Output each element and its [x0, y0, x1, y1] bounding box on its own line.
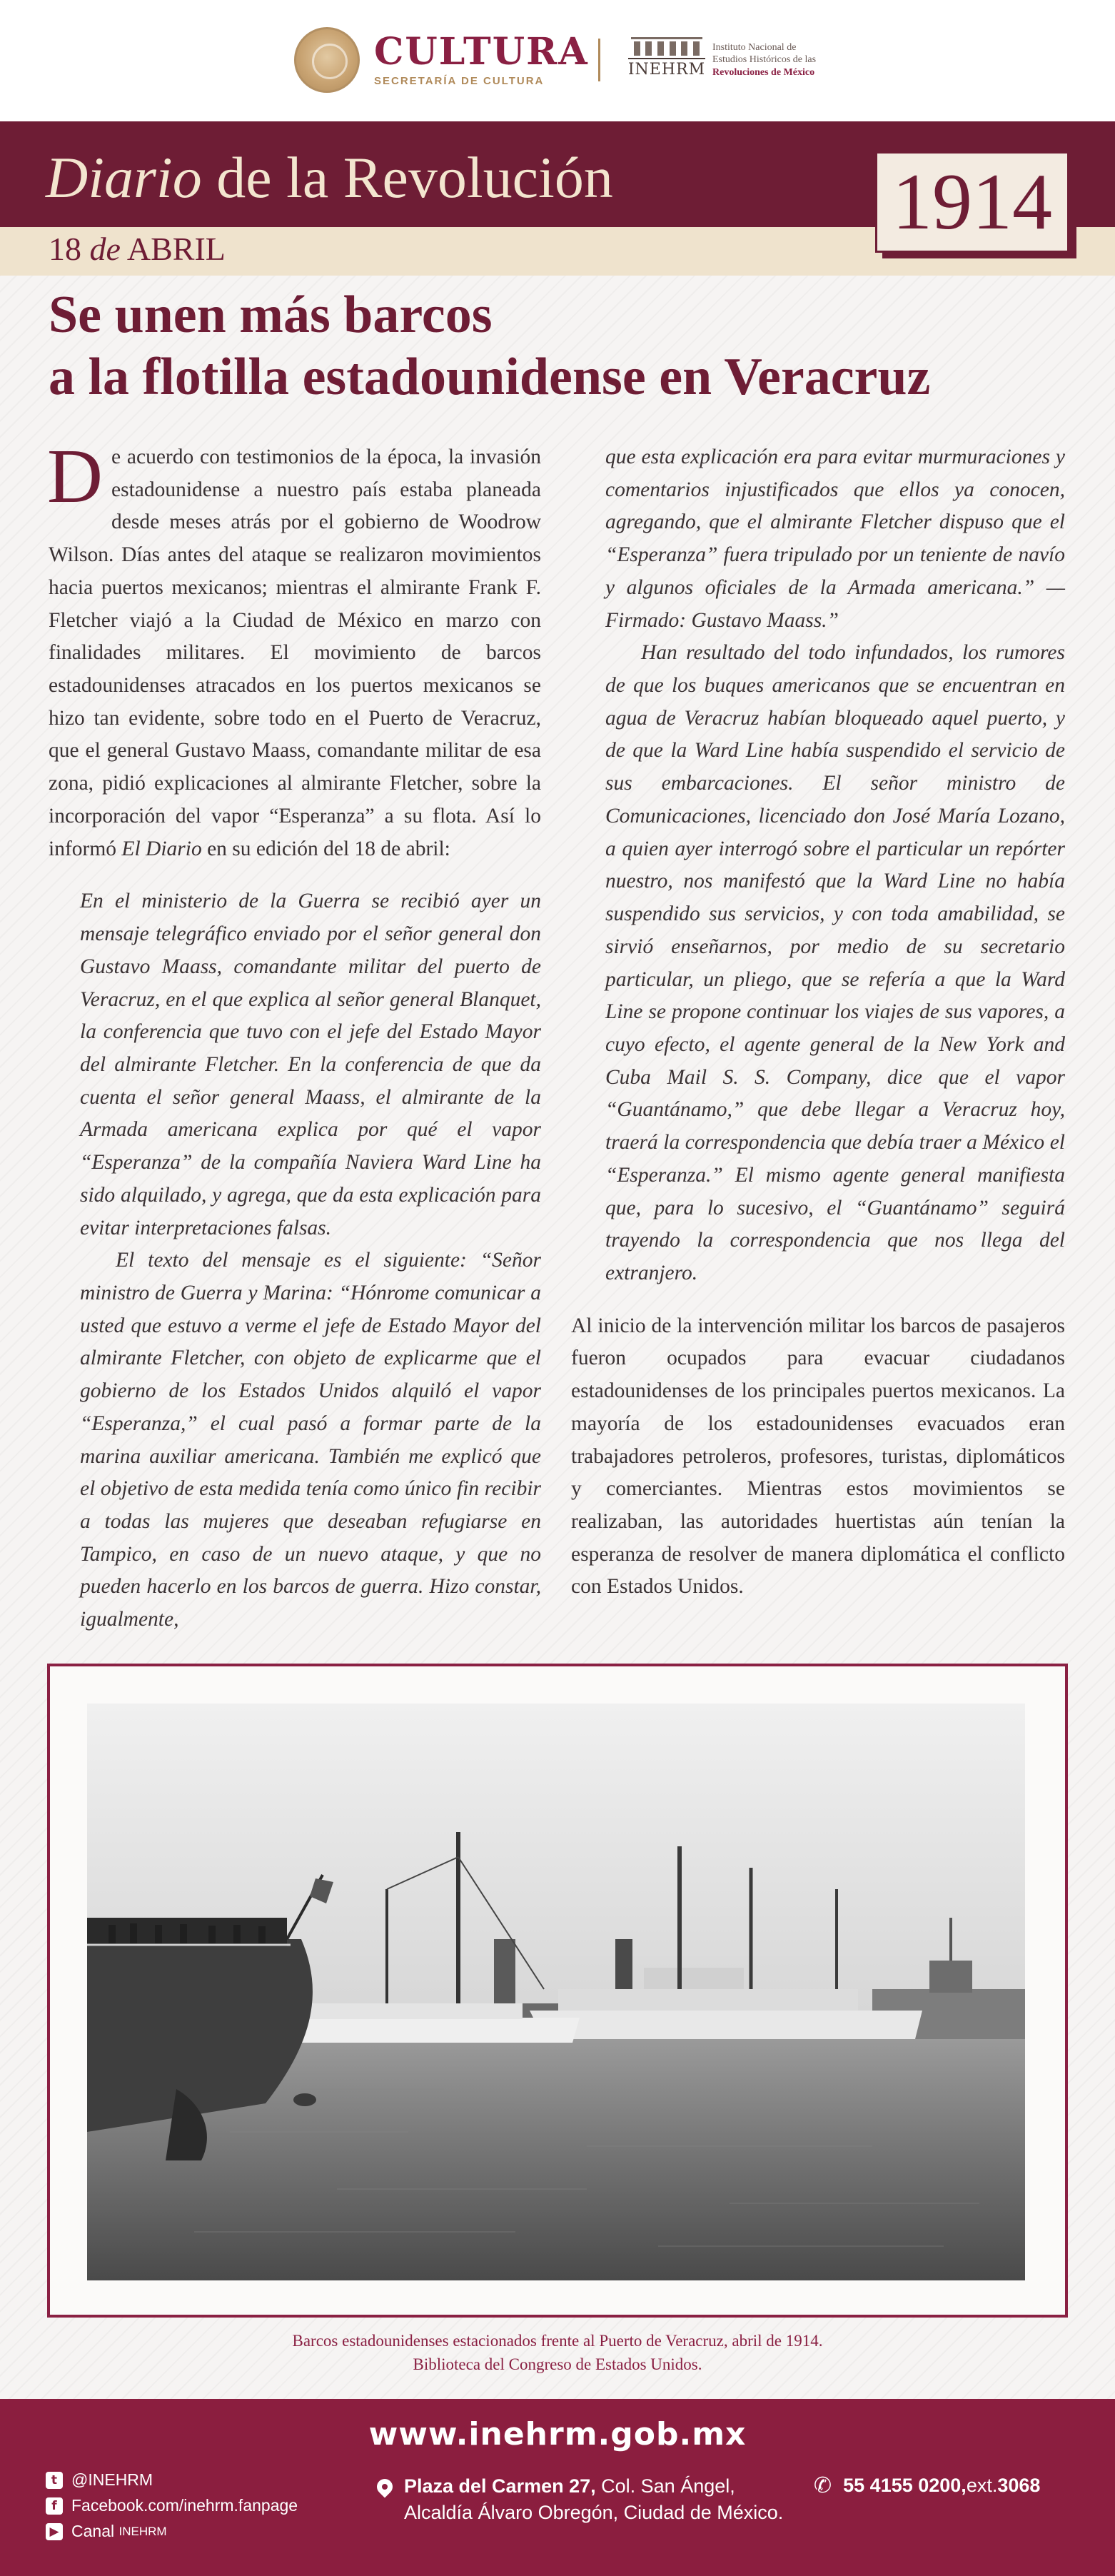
facebook-icon: f — [46, 2497, 63, 2515]
inehrm-acronym: INEHRM — [628, 58, 705, 79]
headline — [49, 284, 1062, 409]
year-badge — [875, 151, 1069, 253]
facebook-link[interactable] — [46, 2496, 298, 2515]
quote-paragraph-4: Han resultado del todo infundados, los rumores de que los buques americanos que se encuentran en agua de Veracruz habían bloqueado aquel puerto, y de que la Ward Line había suspendido el servicio de sus embarcaciones. El señor ministro de Comunicaciones, licenciado don José María Lozano, a quien ayer interrogó sobre el particular un repórter nuestro, nos manifestó que la Ward Line no había suspendido sus servicios, y con toda amabilidad, se sirvió enseñarnos, por medio de su secretario particular, un pliego, que se refería a que la Ward Line se propone continuar los viajes de sus vapores, a cuyo efecto, el agente general de la New York and Cuba Mail S. S. Company, dice que el vapor “Guantánamo,” que debe llegar a Veracruz hoy, traerá la correspondencia que debía traer a México el “Esperanza.” El mismo agente general manifiesta que, para lo sucesivo, el “Guantánamo” seguirá trayendo la correspondencia que nos llega del extranjero. — [605, 641, 1065, 1284]
historic-ships-photo[interactable] — [87, 1704, 1025, 2280]
youtube-channel: INEHRM — [118, 2524, 167, 2538]
cultura-logo[interactable] — [294, 27, 589, 93]
twitter-handle: @INEHRM — [71, 2470, 153, 2489]
phone[interactable] — [814, 2473, 1040, 2498]
quote-paragraph-2: El texto del mensaje es el siguiente: “Señor ministro de Guerra y Marina: “Hónrome comunicar a usted que estuvo a verme el jefe de Estado Mayor del almirante Fletcher, con objeto de explicarme que el gobierno de los Estados Unidos alquiló el vapor “Esperanza,” el cual pasó a formar parte de la marina auxiliar americana. También me explicó que el objetivo de esta medida tenía como único fin recibir a todas las mujeres que deseaban refugiarse en Tampico, en caso de un nuevo ataque, y que no pueden hacerlo en los barcos de guerra. Hizo constar, igualmente, — [80, 1249, 541, 1631]
location-pin-icon — [373, 2475, 395, 2497]
publication-title-italic: Diario — [46, 145, 202, 210]
inehrm-logo[interactable] — [628, 37, 816, 83]
article-column-left — [47, 434, 541, 1636]
building-icon — [628, 37, 705, 83]
intro-end: en su edición del 18 de abril: — [201, 837, 450, 860]
ships-illustration — [87, 1704, 1025, 2280]
youtube-prefix: Canal — [71, 2522, 115, 2540]
youtube-link[interactable] — [46, 2522, 167, 2541]
inehrm-name-line2: Estudios Históricos de las — [712, 54, 817, 66]
headline-line1: Se unen más barcos — [49, 286, 493, 344]
issue-month: ABRIL — [126, 231, 226, 267]
address-street: Plaza del Carmen 27, — [404, 2475, 596, 2497]
photo-frame — [47, 1664, 1068, 2318]
cultura-subtitle: SECRETARÍA DE CULTURA — [374, 74, 545, 87]
newspaper-quote-continued — [605, 441, 1065, 1290]
publication-title-rest: de la Revolución — [201, 145, 613, 210]
headline-line2: a la flotilla estadounidense en Veracruz — [49, 348, 931, 407]
quote-paragraph-3: que esta explicación era para evitar murmuraciones y comentarios injustificados que ellos ya conocen, agregando, que el almirante Fletcher dispuso que el “Esperanza” fuera tripulado por un teniente de navío y algunos oficiales de la Armada americana.” —Firmado: Gustavo Maass.” — [605, 446, 1065, 632]
caption-line2: Biblioteca del Congreso de Estados Unidos. — [413, 2355, 702, 2374]
inehrm-name-line3: Revoluciones de México — [712, 66, 815, 78]
issue-de: de — [89, 231, 121, 267]
seal-icon — [294, 27, 360, 93]
cultura-title: CULTURA — [374, 29, 589, 74]
youtube-icon: ▶ — [46, 2523, 63, 2540]
phone-ext-label: ext. — [966, 2475, 998, 2496]
quote-paragraph-1: En el ministerio de la Guerra se recibió ayer un mensaje telegráfico enviado por el señor general don Gustavo Maass, comandante militar del puerto de Veracruz, en el que explica al señor general Blanquet, la conferencia que tuvo con el jefe del Estado Mayor del almirante Fletcher. En la conferencia de que da cuenta el señor general Maass, el almirante de la Armada americana explica por qué el vapor “Esperanza” de la compañía Naviera Ward Line ha sido alquilado, y agrega, que da esta explicación para evitar interpretaciones falsas. — [80, 890, 541, 1239]
drop-cap: D — [47, 434, 103, 519]
article-column-right — [571, 441, 1065, 1604]
website-link[interactable]: www.inehrm.gob.mx — [368, 2416, 747, 2452]
phone-number: 55 4155 0200, — [843, 2475, 967, 2496]
caption-line1: Barcos estadounidenses estacionados frente al Puerto de Veracruz, abril de 1914. — [292, 2332, 823, 2350]
intro-paragraph — [47, 434, 541, 865]
address-city: Alcaldía Álvaro Obregón, Ciudad de México. — [404, 2502, 784, 2524]
twitter-link[interactable] — [46, 2470, 153, 2490]
address — [377, 2473, 783, 2527]
newspaper-quote — [80, 885, 541, 1636]
year-text: 1914 — [892, 158, 1052, 246]
intro-newspaper-name: El Diario — [121, 837, 202, 860]
footer — [0, 2399, 1115, 2576]
inehrm-name-line1: Instituto Nacional de — [712, 41, 797, 53]
logo-divider — [598, 39, 600, 81]
phone-ext: 3068 — [997, 2475, 1041, 2496]
publication-title — [46, 145, 613, 210]
header-logos — [0, 0, 1115, 121]
twitter-icon: t — [46, 2472, 63, 2489]
address-colony: Col. San Ángel, — [595, 2475, 735, 2497]
issue-date — [49, 233, 226, 266]
facebook-url: Facebook.com/inehrm.fanpage — [71, 2496, 298, 2515]
intro-text: e acuerdo con testimonios de la época, la invasión estadounidense a nuestro país estaba planeada desde meses atrás por el gobierno de Woodrow Wilson. Días antes del ataque se realizaron movimientos hacia puertos mexicanos; mientras el almirante Frank F. Fletcher viajó a la Ciudad de México en marzo con finalidades militares. El movimiento de barcos estadounidenses atracados en los puertos mexicanos se hizo tan evidente, sobre todo en el Puerto de Veracruz, que el general Gustavo Maass, comandante militar de esa zona, pidió explicaciones al almirante Fletcher, sobre la incorporación del vapor “Esperanza” a su flota. Así lo informó — [49, 446, 541, 860]
photo-caption — [0, 2329, 1115, 2377]
phone-icon: ✆ — [814, 2473, 832, 2498]
issue-day: 18 — [49, 231, 81, 267]
closing-paragraph: Al inicio de la intervención militar los barcos de pasajeros fueron ocupados para evacuar ciudadanos estadounidenses de los principales puertos mexicanos. La mayoría de los estadounidenses evacuados eran trabajadores petroleros, profesores, turistas, diplomáticos y comerciantes. Mientras estos movimientos se realizaban, las autoridades huertistas aún tenían la esperanza de resolver de manera diplomática el conflicto con Estados Unidos. — [571, 1314, 1065, 1599]
